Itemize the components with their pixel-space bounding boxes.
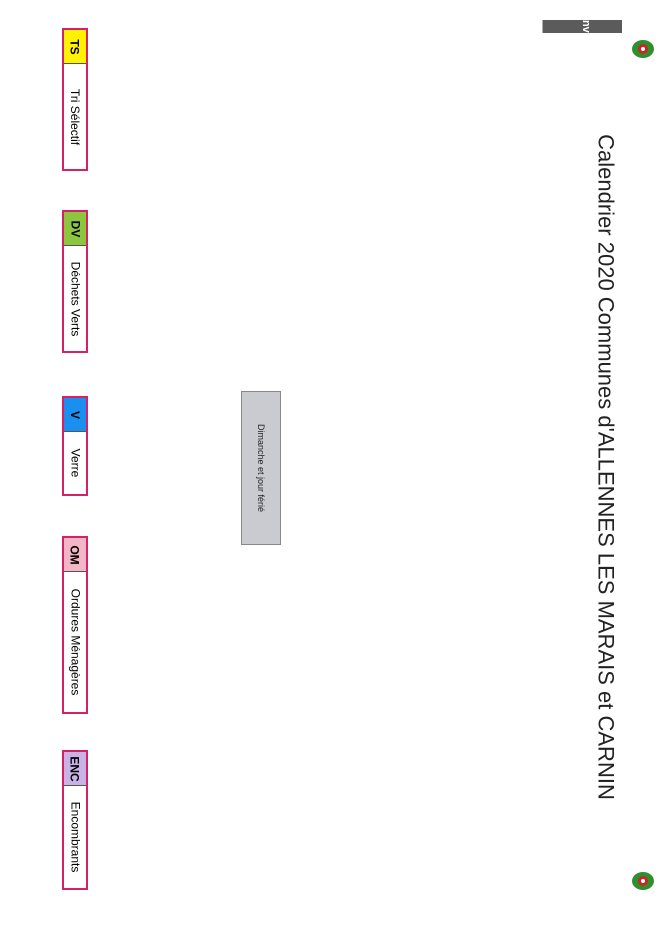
legend-dv-swatch	[64, 212, 86, 246]
sunday-holiday-legend	[241, 391, 281, 545]
commune-logo-icon	[630, 36, 656, 62]
legend-dv	[62, 210, 88, 353]
legend-ts-code: TS	[68, 38, 82, 55]
legend-v-code: V	[67, 410, 82, 419]
legend-dv-code: DV	[67, 220, 82, 237]
legend-ts	[62, 28, 88, 171]
month-column	[543, 8, 623, 47]
page-title: Calendrier 2020 Communes d'ALLENNES LES MARAIS et CARNIN	[593, 134, 619, 800]
legend-dv-label: Déchets Verts	[68, 261, 83, 336]
legend-v	[62, 396, 88, 496]
legend-om-label: Ordures Ménagères	[68, 588, 82, 696]
legend-om-code: OM	[68, 544, 82, 565]
legend-ts-swatch	[64, 30, 86, 64]
legend-ts-label: Tri Sélectif	[68, 88, 83, 145]
legend-om	[62, 536, 88, 714]
legend-enc-swatch	[64, 752, 86, 786]
legend-enc	[62, 750, 88, 890]
legend-enc-code: ENC	[68, 755, 82, 782]
legend-v-label: Verre	[68, 448, 82, 478]
legend-enc-label: Encombrants	[68, 801, 83, 873]
commune-logo-icon	[630, 868, 656, 894]
legend-v-swatch	[64, 398, 86, 432]
legend-om-swatch	[64, 538, 86, 572]
month-name: Janvier	[580, 7, 593, 47]
sunday-holiday-label: Dimanche et jour férié	[256, 423, 267, 513]
